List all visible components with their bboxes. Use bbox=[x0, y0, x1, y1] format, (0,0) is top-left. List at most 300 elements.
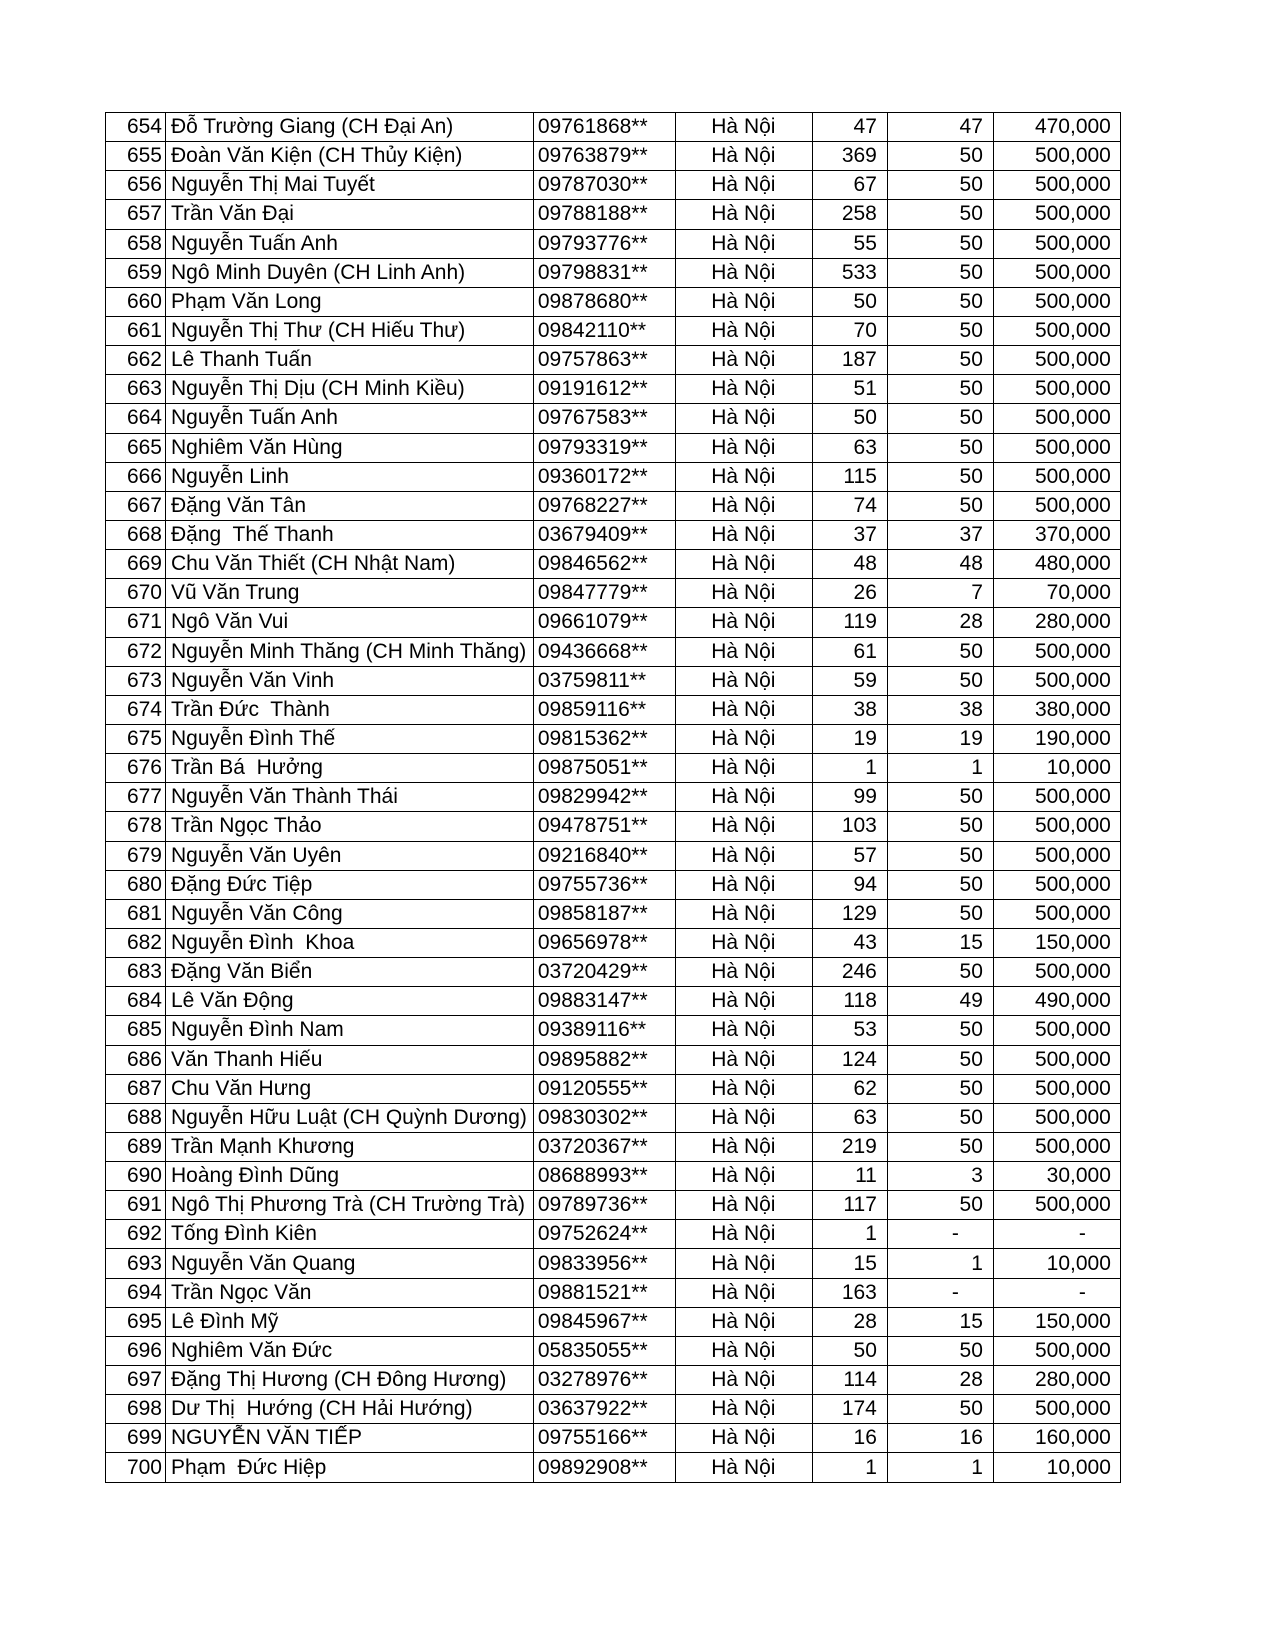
row-number-cell: 693 bbox=[106, 1249, 166, 1278]
phone-cell: 09881521** bbox=[533, 1278, 675, 1307]
row-number-cell: 658 bbox=[106, 229, 166, 258]
amount-cell: 280,000 bbox=[993, 1366, 1120, 1395]
amount-cell: 190,000 bbox=[993, 724, 1120, 753]
name-cell: Nguyễn Tuấn Anh bbox=[166, 404, 534, 433]
row-number-cell: 667 bbox=[106, 491, 166, 520]
phone-cell: 09875051** bbox=[533, 754, 675, 783]
phone-cell: 09842110** bbox=[533, 316, 675, 345]
row-number-cell: 661 bbox=[106, 316, 166, 345]
quantity-awarded-cell: 50 bbox=[887, 491, 993, 520]
quantity-total-cell: 28 bbox=[812, 1307, 887, 1336]
city-cell: Hà Nội bbox=[675, 433, 812, 462]
table-row bbox=[106, 1162, 1121, 1191]
city-cell: Hà Nội bbox=[675, 870, 812, 899]
row-number-cell: 700 bbox=[106, 1453, 166, 1482]
name-cell: Dư Thị Hướng (CH Hải Hướng) bbox=[166, 1395, 534, 1424]
table-row bbox=[106, 1220, 1121, 1249]
phone-cell: 09895882** bbox=[533, 1045, 675, 1074]
quantity-awarded-cell: 50 bbox=[887, 258, 993, 287]
city-cell: Hà Nội bbox=[675, 1307, 812, 1336]
quantity-awarded-cell: 50 bbox=[887, 1045, 993, 1074]
row-number-cell: 681 bbox=[106, 899, 166, 928]
quantity-awarded-cell: 28 bbox=[887, 608, 993, 637]
city-cell: Hà Nội bbox=[675, 1191, 812, 1220]
quantity-total-cell: 51 bbox=[812, 375, 887, 404]
table-row bbox=[106, 1045, 1121, 1074]
row-number-cell: 656 bbox=[106, 171, 166, 200]
name-cell: Lê Thanh Tuấn bbox=[166, 346, 534, 375]
city-cell: Hà Nội bbox=[675, 987, 812, 1016]
quantity-awarded-cell: 50 bbox=[887, 287, 993, 316]
phone-cell: 09767583** bbox=[533, 404, 675, 433]
row-number-cell: 670 bbox=[106, 579, 166, 608]
amount-cell: 500,000 bbox=[993, 637, 1120, 666]
quantity-total-cell: 115 bbox=[812, 462, 887, 491]
quantity-total-cell: 59 bbox=[812, 666, 887, 695]
name-cell: Nguyễn Tuấn Anh bbox=[166, 229, 534, 258]
quantity-awarded-cell: 50 bbox=[887, 1336, 993, 1365]
quantity-awarded-cell: 15 bbox=[887, 1307, 993, 1336]
quantity-total-cell: 99 bbox=[812, 783, 887, 812]
quantity-total-cell: 63 bbox=[812, 433, 887, 462]
phone-cell: 09815362** bbox=[533, 724, 675, 753]
quantity-total-cell: 11 bbox=[812, 1162, 887, 1191]
quantity-awarded-cell: 50 bbox=[887, 812, 993, 841]
row-number-cell: 666 bbox=[106, 462, 166, 491]
city-cell: Hà Nội bbox=[675, 1103, 812, 1132]
table-row bbox=[106, 1103, 1121, 1132]
name-cell: Vũ Văn Trung bbox=[166, 579, 534, 608]
name-cell: Nguyễn Đình Khoa bbox=[166, 928, 534, 957]
city-cell: Hà Nội bbox=[675, 899, 812, 928]
quantity-total-cell: 114 bbox=[812, 1366, 887, 1395]
row-number-cell: 676 bbox=[106, 754, 166, 783]
quantity-total-cell: 119 bbox=[812, 608, 887, 637]
table-row bbox=[106, 958, 1121, 987]
row-number-cell: 678 bbox=[106, 812, 166, 841]
row-number-cell: 679 bbox=[106, 841, 166, 870]
quantity-total-cell: 118 bbox=[812, 987, 887, 1016]
amount-cell: 500,000 bbox=[993, 1336, 1120, 1365]
table-row bbox=[106, 316, 1121, 345]
quantity-total-cell: 37 bbox=[812, 520, 887, 549]
name-cell: Nguyễn Văn Công bbox=[166, 899, 534, 928]
table-row bbox=[106, 841, 1121, 870]
quantity-awarded-cell: 50 bbox=[887, 229, 993, 258]
amount-cell: 500,000 bbox=[993, 491, 1120, 520]
name-cell: Nguyễn Thị Mai Tuyết bbox=[166, 171, 534, 200]
quantity-total-cell: 48 bbox=[812, 550, 887, 579]
name-cell: Nguyễn Đình Nam bbox=[166, 1016, 534, 1045]
city-cell: Hà Nội bbox=[675, 841, 812, 870]
quantity-total-cell: 1 bbox=[812, 754, 887, 783]
quantity-total-cell: 258 bbox=[812, 200, 887, 229]
amount-cell: 500,000 bbox=[993, 142, 1120, 171]
row-number-cell: 654 bbox=[106, 113, 166, 142]
row-number-cell: 660 bbox=[106, 287, 166, 316]
quantity-awarded-cell: 50 bbox=[887, 316, 993, 345]
table-row bbox=[106, 783, 1121, 812]
city-cell: Hà Nội bbox=[675, 1366, 812, 1395]
quantity-awarded-cell: 50 bbox=[887, 1074, 993, 1103]
row-number-cell: 657 bbox=[106, 200, 166, 229]
table-row bbox=[106, 229, 1121, 258]
phone-cell: 09789736** bbox=[533, 1191, 675, 1220]
amount-cell: 500,000 bbox=[993, 462, 1120, 491]
quantity-total-cell: 1 bbox=[812, 1453, 887, 1482]
phone-cell: 09788188** bbox=[533, 200, 675, 229]
name-cell: Phạm Văn Long bbox=[166, 287, 534, 316]
quantity-total-cell: 369 bbox=[812, 142, 887, 171]
quantity-awarded-cell: 50 bbox=[887, 1016, 993, 1045]
quantity-awarded-cell: 37 bbox=[887, 520, 993, 549]
table-row bbox=[106, 1016, 1121, 1045]
row-number-cell: 685 bbox=[106, 1016, 166, 1045]
quantity-awarded-cell: 48 bbox=[887, 550, 993, 579]
table-row bbox=[106, 113, 1121, 142]
phone-cell: 03720367** bbox=[533, 1132, 675, 1161]
phone-cell: 09661079** bbox=[533, 608, 675, 637]
table-row bbox=[106, 1191, 1121, 1220]
phone-cell: 09878680** bbox=[533, 287, 675, 316]
city-cell: Hà Nội bbox=[675, 171, 812, 200]
phone-cell: 09757863** bbox=[533, 346, 675, 375]
row-number-cell: 669 bbox=[106, 550, 166, 579]
phone-cell: 03759811** bbox=[533, 666, 675, 695]
city-cell: Hà Nội bbox=[675, 200, 812, 229]
name-cell: Ngô Văn Vui bbox=[166, 608, 534, 637]
phone-cell: 09120555** bbox=[533, 1074, 675, 1103]
phone-cell: 09798831** bbox=[533, 258, 675, 287]
row-number-cell: 697 bbox=[106, 1366, 166, 1395]
amount-cell: 500,000 bbox=[993, 346, 1120, 375]
quantity-awarded-cell: 50 bbox=[887, 142, 993, 171]
amount-cell: 500,000 bbox=[993, 1016, 1120, 1045]
name-cell: Trần Đức Thành bbox=[166, 695, 534, 724]
amount-cell: 150,000 bbox=[993, 928, 1120, 957]
phone-cell: 09793319** bbox=[533, 433, 675, 462]
quantity-awarded-cell: 50 bbox=[887, 404, 993, 433]
amount-cell: 500,000 bbox=[993, 316, 1120, 345]
quantity-total-cell: 50 bbox=[812, 404, 887, 433]
city-cell: Hà Nội bbox=[675, 754, 812, 783]
row-number-cell: 674 bbox=[106, 695, 166, 724]
table-row bbox=[106, 1424, 1121, 1453]
quantity-awarded-cell: 50 bbox=[887, 375, 993, 404]
table-row bbox=[106, 200, 1121, 229]
name-cell: Tống Đình Kiên bbox=[166, 1220, 534, 1249]
phone-cell: 09478751** bbox=[533, 812, 675, 841]
name-cell: Văn Thanh Hiếu bbox=[166, 1045, 534, 1074]
phone-cell: 09845967** bbox=[533, 1307, 675, 1336]
table-row bbox=[106, 375, 1121, 404]
table-row bbox=[106, 550, 1121, 579]
phone-cell: 09768227** bbox=[533, 491, 675, 520]
table-row bbox=[106, 433, 1121, 462]
city-cell: Hà Nội bbox=[675, 1278, 812, 1307]
amount-cell: 470,000 bbox=[993, 113, 1120, 142]
name-cell: Phạm Đức Hiệp bbox=[166, 1453, 534, 1482]
name-cell: Đặng Thị Hương (CH Đông Hương) bbox=[166, 1366, 534, 1395]
phone-cell: 03679409** bbox=[533, 520, 675, 549]
phone-cell: 09761868** bbox=[533, 113, 675, 142]
city-cell: Hà Nội bbox=[675, 404, 812, 433]
name-cell: NGUYỄN VĂN TIẾP bbox=[166, 1424, 534, 1453]
row-number-cell: 686 bbox=[106, 1045, 166, 1074]
table-row bbox=[106, 1132, 1121, 1161]
table-row bbox=[106, 142, 1121, 171]
amount-cell: 150,000 bbox=[993, 1307, 1120, 1336]
phone-cell: 09846562** bbox=[533, 550, 675, 579]
city-cell: Hà Nội bbox=[675, 1162, 812, 1191]
row-number-cell: 673 bbox=[106, 666, 166, 695]
row-number-cell: 675 bbox=[106, 724, 166, 753]
amount-cell: 500,000 bbox=[993, 375, 1120, 404]
quantity-awarded-cell: 1 bbox=[887, 1249, 993, 1278]
amount-cell: 160,000 bbox=[993, 1424, 1120, 1453]
phone-cell: 09436668** bbox=[533, 637, 675, 666]
amount-cell: 500,000 bbox=[993, 1074, 1120, 1103]
quantity-total-cell: 70 bbox=[812, 316, 887, 345]
city-cell: Hà Nội bbox=[675, 1249, 812, 1278]
quantity-awarded-cell: 50 bbox=[887, 462, 993, 491]
row-number-cell: 663 bbox=[106, 375, 166, 404]
city-cell: Hà Nội bbox=[675, 1336, 812, 1365]
name-cell: Đặng Thế Thanh bbox=[166, 520, 534, 549]
amount-cell: 500,000 bbox=[993, 783, 1120, 812]
quantity-awarded-cell: 15 bbox=[887, 928, 993, 957]
row-number-cell: 689 bbox=[106, 1132, 166, 1161]
quantity-total-cell: 50 bbox=[812, 287, 887, 316]
quantity-total-cell: 53 bbox=[812, 1016, 887, 1045]
table-row bbox=[106, 695, 1121, 724]
name-cell: Nguyễn Văn Uyên bbox=[166, 841, 534, 870]
quantity-awarded-cell: 1 bbox=[887, 1453, 993, 1482]
quantity-total-cell: 174 bbox=[812, 1395, 887, 1424]
city-cell: Hà Nội bbox=[675, 579, 812, 608]
amount-cell: 380,000 bbox=[993, 695, 1120, 724]
row-number-cell: 668 bbox=[106, 520, 166, 549]
phone-cell: 09793776** bbox=[533, 229, 675, 258]
name-cell: Nguyễn Thị Thư (CH Hiếu Thư) bbox=[166, 316, 534, 345]
quantity-awarded-cell: 50 bbox=[887, 783, 993, 812]
name-cell: Đặng Đức Tiệp bbox=[166, 870, 534, 899]
row-number-cell: 699 bbox=[106, 1424, 166, 1453]
city-cell: Hà Nội bbox=[675, 287, 812, 316]
quantity-total-cell: 94 bbox=[812, 870, 887, 899]
name-cell: Hoàng Đình Dũng bbox=[166, 1162, 534, 1191]
name-cell: Ngô Thị Phương Trà (CH Trường Trà) bbox=[166, 1191, 534, 1220]
row-number-cell: 688 bbox=[106, 1103, 166, 1132]
phone-cell: 09389116** bbox=[533, 1016, 675, 1045]
phone-cell: 09859116** bbox=[533, 695, 675, 724]
name-cell: Ngô Minh Duyên (CH Linh Anh) bbox=[166, 258, 534, 287]
row-number-cell: 696 bbox=[106, 1336, 166, 1365]
quantity-awarded-cell: 50 bbox=[887, 1103, 993, 1132]
quantity-awarded-cell: - bbox=[887, 1220, 993, 1249]
name-cell: Nguyễn Linh bbox=[166, 462, 534, 491]
amount-cell: 490,000 bbox=[993, 987, 1120, 1016]
phone-cell: 09787030** bbox=[533, 171, 675, 200]
amount-cell: 500,000 bbox=[993, 1395, 1120, 1424]
quantity-awarded-cell: 50 bbox=[887, 200, 993, 229]
name-cell: Nghiêm Văn Đức bbox=[166, 1336, 534, 1365]
amount-cell: 500,000 bbox=[993, 1132, 1120, 1161]
table-row bbox=[106, 812, 1121, 841]
amount-cell: 500,000 bbox=[993, 1045, 1120, 1074]
phone-cell: 09216840** bbox=[533, 841, 675, 870]
quantity-awarded-cell: 16 bbox=[887, 1424, 993, 1453]
quantity-awarded-cell: 1 bbox=[887, 754, 993, 783]
table-row bbox=[106, 404, 1121, 433]
city-cell: Hà Nội bbox=[675, 316, 812, 345]
quantity-awarded-cell: 50 bbox=[887, 899, 993, 928]
city-cell: Hà Nội bbox=[675, 812, 812, 841]
city-cell: Hà Nội bbox=[675, 462, 812, 491]
quantity-total-cell: 117 bbox=[812, 1191, 887, 1220]
row-number-cell: 672 bbox=[106, 637, 166, 666]
city-cell: Hà Nội bbox=[675, 1074, 812, 1103]
city-cell: Hà Nội bbox=[675, 783, 812, 812]
table-row bbox=[106, 608, 1121, 637]
city-cell: Hà Nội bbox=[675, 113, 812, 142]
amount-cell: 500,000 bbox=[993, 666, 1120, 695]
city-cell: Hà Nội bbox=[675, 666, 812, 695]
table-row bbox=[106, 870, 1121, 899]
quantity-awarded-cell: 50 bbox=[887, 666, 993, 695]
quantity-awarded-cell: 19 bbox=[887, 724, 993, 753]
amount-cell: 500,000 bbox=[993, 229, 1120, 258]
quantity-total-cell: 43 bbox=[812, 928, 887, 957]
city-cell: Hà Nội bbox=[675, 375, 812, 404]
table-body bbox=[106, 113, 1121, 1483]
row-number-cell: 665 bbox=[106, 433, 166, 462]
city-cell: Hà Nội bbox=[675, 1424, 812, 1453]
quantity-awarded-cell: 7 bbox=[887, 579, 993, 608]
city-cell: Hà Nội bbox=[675, 550, 812, 579]
table-row bbox=[106, 1074, 1121, 1103]
quantity-awarded-cell: 47 bbox=[887, 113, 993, 142]
quantity-total-cell: 63 bbox=[812, 1103, 887, 1132]
quantity-total-cell: 15 bbox=[812, 1249, 887, 1278]
city-cell: Hà Nội bbox=[675, 346, 812, 375]
quantity-total-cell: 533 bbox=[812, 258, 887, 287]
name-cell: Lê Đình Mỹ bbox=[166, 1307, 534, 1336]
quantity-awarded-cell: 50 bbox=[887, 346, 993, 375]
amount-cell: 500,000 bbox=[993, 812, 1120, 841]
phone-cell: 03278976** bbox=[533, 1366, 675, 1395]
table-row bbox=[106, 1307, 1121, 1336]
amount-cell: 500,000 bbox=[993, 200, 1120, 229]
name-cell: Nguyễn Đình Thế bbox=[166, 724, 534, 753]
row-number-cell: 691 bbox=[106, 1191, 166, 1220]
table-row bbox=[106, 462, 1121, 491]
quantity-total-cell: 1 bbox=[812, 1220, 887, 1249]
row-number-cell: 692 bbox=[106, 1220, 166, 1249]
amount-cell: 500,000 bbox=[993, 870, 1120, 899]
name-cell: Nguyễn Thị Dịu (CH Minh Kiều) bbox=[166, 375, 534, 404]
row-number-cell: 662 bbox=[106, 346, 166, 375]
city-cell: Hà Nội bbox=[675, 1395, 812, 1424]
amount-cell: 500,000 bbox=[993, 404, 1120, 433]
phone-cell: 09847779** bbox=[533, 579, 675, 608]
quantity-total-cell: 47 bbox=[812, 113, 887, 142]
row-number-cell: 655 bbox=[106, 142, 166, 171]
quantity-total-cell: 57 bbox=[812, 841, 887, 870]
row-number-cell: 680 bbox=[106, 870, 166, 899]
amount-cell: 500,000 bbox=[993, 841, 1120, 870]
city-cell: Hà Nội bbox=[675, 608, 812, 637]
amount-cell: 500,000 bbox=[993, 1191, 1120, 1220]
table-row bbox=[106, 987, 1121, 1016]
phone-cell: 09763879** bbox=[533, 142, 675, 171]
name-cell: Trần Mạnh Khương bbox=[166, 1132, 534, 1161]
quantity-awarded-cell: 3 bbox=[887, 1162, 993, 1191]
amount-cell: 500,000 bbox=[993, 258, 1120, 287]
city-cell: Hà Nội bbox=[675, 1220, 812, 1249]
quantity-total-cell: 38 bbox=[812, 695, 887, 724]
quantity-awarded-cell: - bbox=[887, 1278, 993, 1307]
amount-cell: 10,000 bbox=[993, 1453, 1120, 1482]
quantity-total-cell: 19 bbox=[812, 724, 887, 753]
name-cell: Nguyễn Văn Thành Thái bbox=[166, 783, 534, 812]
phone-cell: 09360172** bbox=[533, 462, 675, 491]
city-cell: Hà Nội bbox=[675, 724, 812, 753]
amount-cell: - bbox=[993, 1220, 1120, 1249]
row-number-cell: 695 bbox=[106, 1307, 166, 1336]
quantity-awarded-cell: 50 bbox=[887, 637, 993, 666]
name-cell: Trần Bá Hưởng bbox=[166, 754, 534, 783]
name-cell: Nguyễn Minh Thăng (CH Minh Thăng) bbox=[166, 637, 534, 666]
table-row bbox=[106, 637, 1121, 666]
name-cell: Chu Văn Thiết (CH Nhật Nam) bbox=[166, 550, 534, 579]
name-cell: Nguyễn Văn Quang bbox=[166, 1249, 534, 1278]
quantity-total-cell: 187 bbox=[812, 346, 887, 375]
city-cell: Hà Nội bbox=[675, 928, 812, 957]
table-row bbox=[106, 928, 1121, 957]
row-number-cell: 684 bbox=[106, 987, 166, 1016]
table-row bbox=[106, 579, 1121, 608]
quantity-awarded-cell: 49 bbox=[887, 987, 993, 1016]
phone-cell: 09892908** bbox=[533, 1453, 675, 1482]
quantity-awarded-cell: 50 bbox=[887, 841, 993, 870]
phone-cell: 03720429** bbox=[533, 958, 675, 987]
name-cell: Trần Ngọc Thảo bbox=[166, 812, 534, 841]
table-row bbox=[106, 1366, 1121, 1395]
amount-cell: 500,000 bbox=[993, 958, 1120, 987]
quantity-total-cell: 74 bbox=[812, 491, 887, 520]
city-cell: Hà Nội bbox=[675, 1453, 812, 1482]
quantity-awarded-cell: 50 bbox=[887, 1191, 993, 1220]
phone-cell: 09830302** bbox=[533, 1103, 675, 1132]
table-row bbox=[106, 666, 1121, 695]
quantity-total-cell: 67 bbox=[812, 171, 887, 200]
name-cell: Đỗ Trường Giang (CH Đại An) bbox=[166, 113, 534, 142]
recipient-table bbox=[105, 112, 1121, 1483]
city-cell: Hà Nội bbox=[675, 1045, 812, 1074]
quantity-total-cell: 103 bbox=[812, 812, 887, 841]
city-cell: Hà Nội bbox=[675, 142, 812, 171]
phone-cell: 03637922** bbox=[533, 1395, 675, 1424]
amount-cell: 500,000 bbox=[993, 1103, 1120, 1132]
row-number-cell: 682 bbox=[106, 928, 166, 957]
city-cell: Hà Nội bbox=[675, 958, 812, 987]
row-number-cell: 664 bbox=[106, 404, 166, 433]
quantity-awarded-cell: 50 bbox=[887, 958, 993, 987]
table-row bbox=[106, 171, 1121, 200]
amount-cell: 10,000 bbox=[993, 1249, 1120, 1278]
phone-cell: 09656978** bbox=[533, 928, 675, 957]
